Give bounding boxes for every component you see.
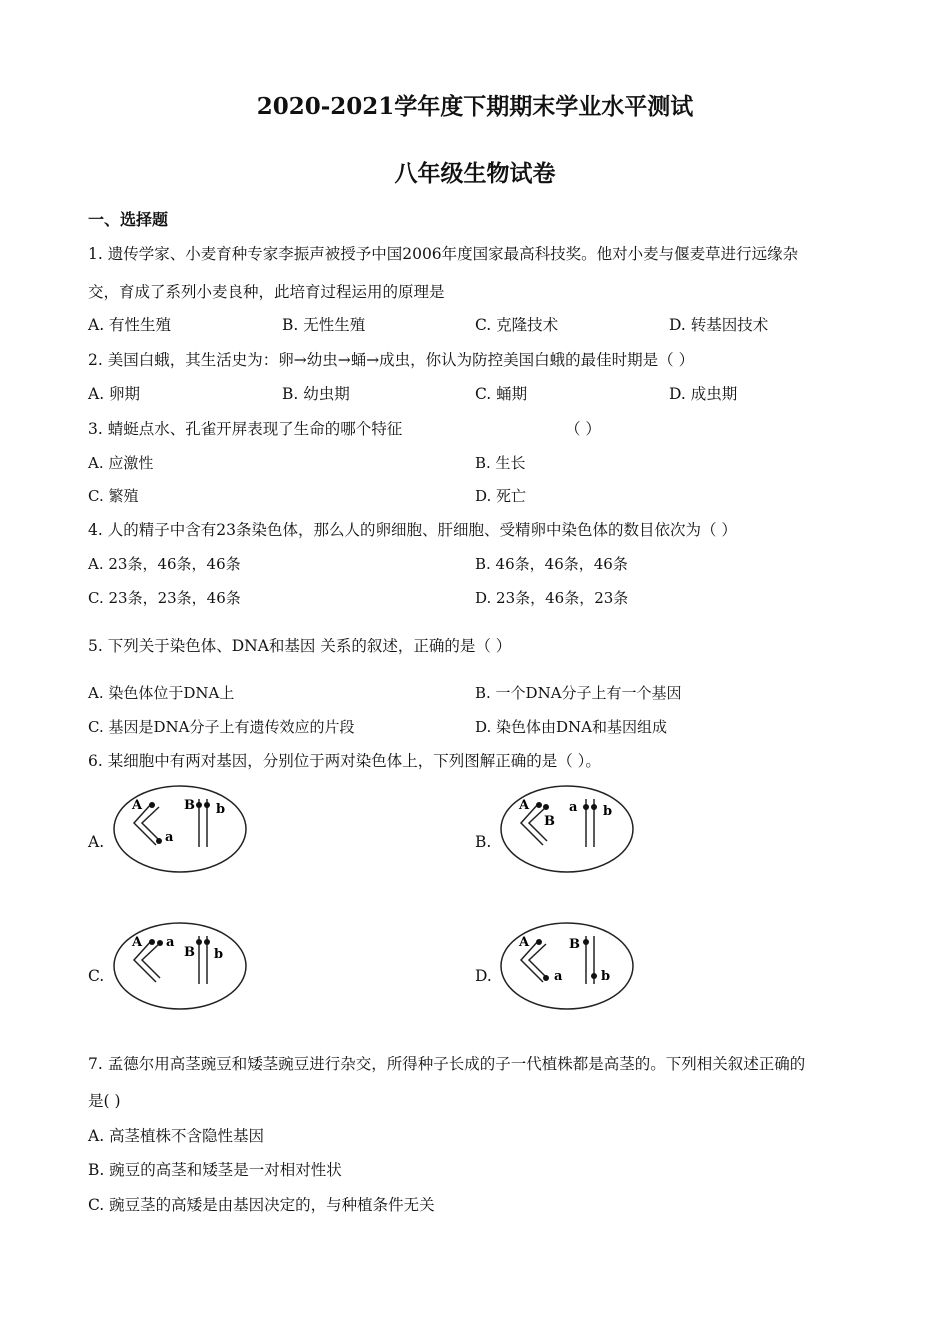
q1-option-d: D. 转基因技术 (669, 316, 769, 334)
cell-diagram-d (497, 920, 637, 1012)
q2-option-b: B. 幼虫期 (282, 385, 350, 403)
q6-option-d: D. (475, 967, 492, 985)
question-7-line1: 7. 孟德尔用高茎豌豆和矮茎豌豆进行杂交，所得种子长成的子一代植株都是高茎的。下列相关叙述正确的 (88, 1055, 806, 1073)
question-4: 4. 人的精子中含有23条染色体，那么人的卵细胞、肝细胞、受精卵中染色体的数目依次为（ ） (88, 521, 737, 539)
gene-label: A (519, 935, 530, 950)
q6-option-c: C. (88, 967, 105, 985)
question-3: 3. 蜻蜓点水、孔雀开屏表现了生命的哪个特征 (88, 420, 403, 438)
gene-label: b (216, 802, 226, 817)
gene-label: B (184, 945, 195, 960)
q4-option-a: A. 23条，46条，46条 (88, 555, 241, 573)
q7-option-c: C. 豌豆茎的高矮是由基因决定的，与种植条件无关 (88, 1196, 435, 1214)
question-6: 6. 某细胞中有两对基因，分别位于两对染色体上，下列图解正确的是（ ）。 (88, 752, 601, 770)
q5-option-d: D. 染色体由DNA和基因组成 (475, 718, 668, 736)
gene-label: b (601, 969, 611, 984)
gene-label: a (554, 969, 563, 984)
q1-option-c: C. 克隆技术 (475, 316, 559, 334)
cell-diagram-b (497, 783, 637, 875)
gene-label: b (214, 947, 224, 962)
section-heading: 一、选择题 (88, 210, 169, 229)
q2-option-a: A. 卵期 (88, 385, 141, 403)
q3-option-c: C. 繁殖 (88, 487, 139, 505)
question-2: 2. 美国白蛾，其生活史为：卵→幼虫→蛹→成虫，你认为防控美国白蛾的最佳时期是（ ） (88, 351, 695, 369)
question-1-line2: 交，育成了系列小麦良种，此培育过程运用的原理是 (88, 283, 445, 301)
q2-option-d: D. 成虫期 (669, 385, 738, 403)
gene-label: a (165, 830, 174, 845)
gene-label: a (166, 935, 175, 950)
q3-option-b: B. 生长 (475, 454, 526, 472)
gene-label: A (132, 935, 143, 950)
gene-label: a (569, 800, 578, 815)
q7-option-b: B. 豌豆的高茎和矮茎是一对相对性状 (88, 1161, 342, 1179)
gene-label: A (132, 798, 143, 813)
q6-option-a: A. (88, 833, 105, 851)
q1-option-b: B. 无性生殖 (282, 316, 366, 334)
q3-option-a: A. 应激性 (88, 454, 154, 472)
exam-subtitle: 八年级生物试卷 (394, 160, 556, 187)
gene-label: A (519, 798, 530, 813)
gene-label: b (603, 804, 613, 819)
q7-option-a: A. 高茎植株不含隐性基因 (88, 1127, 265, 1145)
q1-option-a: A. 有性生殖 (88, 316, 172, 334)
q6-option-b: B. (475, 833, 492, 851)
gene-label: B (544, 814, 555, 829)
q5-option-b: B. 一个DNA分子上有一个基因 (475, 684, 682, 702)
question-3-paren: （ ） (565, 420, 601, 438)
cell-diagram-a (110, 783, 250, 875)
q2-option-c: C. 蛹期 (475, 385, 528, 403)
question-7-line2: 是( ) (88, 1092, 121, 1110)
gene-label: B (184, 798, 195, 813)
question-1-line1: 1. 遗传学家、小麦育种专家李振声被授予中国2006年度国家最高科技奖。他对小麦与偃麦草进行远缘杂 (88, 245, 799, 263)
q5-option-a: A. 染色体位于DNA上 (88, 684, 235, 702)
exam-title: 2020-2021学年度下期期末学业水平测试 (256, 93, 694, 120)
cell-diagram-c (110, 920, 250, 1012)
question-5: 5. 下列关于染色体、DNA和基因 关系的叙述，正确的是（ ） (88, 637, 512, 655)
q4-option-b: B. 46条，46条，46条 (475, 555, 628, 573)
q4-option-c: C. 23条，23条，46条 (88, 589, 241, 607)
q3-option-d: D. 死亡 (475, 487, 527, 505)
q4-option-d: D. 23条，46条，23条 (475, 589, 629, 607)
gene-label: B (569, 937, 580, 952)
q5-option-c: C. 基因是DNA分子上有遗传效应的片段 (88, 718, 355, 736)
